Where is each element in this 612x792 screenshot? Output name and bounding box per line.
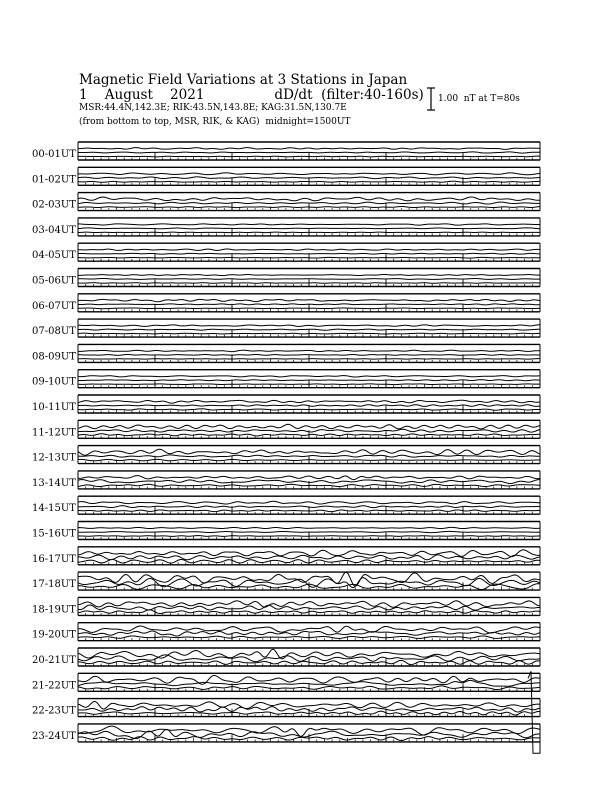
- trace-kag: [78, 501, 540, 504]
- hour-label: 16-17UT: [32, 553, 76, 565]
- hour-label: 05-06UT: [32, 275, 76, 287]
- trace-msr: [78, 156, 540, 157]
- hour-row: [32, 243, 540, 261]
- hour-label: 06-07UT: [32, 300, 76, 312]
- hour-label: 12-13UT: [32, 452, 76, 464]
- trace-kag: [78, 400, 540, 403]
- station-coordinates: MSR:44.4N,142.3E; RIK:43.5N,143.8E; KAG:31.5N,130.7E: [79, 103, 347, 113]
- hour-label: 21-22UT: [32, 680, 76, 692]
- hour-row: [32, 193, 540, 211]
- trace-kag: [78, 449, 540, 455]
- hour-label: 22-23UT: [32, 705, 76, 717]
- hour-row: [32, 648, 540, 666]
- quantity-label: dD/dt (filter:40-160s): [274, 87, 424, 103]
- hour-label: 18-19UT: [32, 604, 76, 616]
- trace-kag: [78, 249, 540, 250]
- trace-rik: [78, 405, 540, 407]
- date-label: 1 August 2021: [79, 87, 205, 103]
- hour-row: [32, 673, 540, 691]
- trace-rik: [78, 177, 540, 179]
- scale-label: 1.00 nT at T=80s: [438, 94, 520, 104]
- hour-row: [32, 370, 540, 388]
- hour-label: 00-01UT: [32, 149, 76, 160]
- hour-label: 07-08UT: [32, 326, 76, 338]
- trace-kag: [78, 476, 540, 480]
- trace-kag: [78, 601, 540, 607]
- trace-msr: [78, 359, 540, 360]
- trace-msr: [78, 333, 540, 334]
- trace-kag: [78, 224, 540, 225]
- hour-row: [32, 471, 540, 489]
- trace-rik: [78, 152, 540, 153]
- hour-row: [32, 496, 540, 514]
- trace-msr: [78, 409, 540, 410]
- hour-row: [32, 597, 540, 615]
- trace-kag: [78, 376, 540, 377]
- hour-row: [32, 395, 540, 413]
- trace-rik: [78, 253, 540, 254]
- hour-label: 01-02UT: [32, 174, 76, 186]
- hour-row: [32, 547, 540, 565]
- station-order-note: (from bottom to top, MSR, RIK, & KAG) midnight=1500UT: [79, 117, 351, 127]
- trace-msr: [78, 308, 540, 309]
- hour-row: [32, 623, 540, 641]
- trace-kag: [78, 424, 540, 429]
- hour-row: [32, 142, 540, 160]
- hour-label: 23-24UT: [32, 730, 76, 742]
- hour-label: 02-03UT: [32, 199, 76, 211]
- hour-row: [32, 699, 540, 717]
- hour-label: 20-21UT: [32, 655, 76, 666]
- trace-rik: [78, 228, 540, 229]
- hour-row: [32, 446, 540, 464]
- trace-kag: [78, 299, 540, 301]
- hour-row: [32, 269, 540, 287]
- trace-kag: [78, 274, 540, 275]
- scale-bar: [427, 88, 435, 110]
- hour-row: [32, 572, 540, 590]
- hour-label: 13-14UT: [32, 477, 76, 489]
- hour-row: [32, 319, 540, 337]
- trace-kag: [78, 197, 540, 201]
- hour-label: 15-16UT: [32, 528, 76, 540]
- trace-msr: [78, 257, 540, 258]
- trace-msr: [78, 283, 540, 284]
- hour-row: [32, 167, 540, 185]
- hour-row: [32, 218, 540, 236]
- trace-msr: [78, 384, 540, 385]
- trace-kag: [78, 527, 540, 528]
- hour-label: 04-05UT: [32, 250, 76, 262]
- hour-rows: [32, 142, 540, 753]
- hour-row: [32, 522, 540, 540]
- hour-label: 09-10UT: [32, 376, 76, 388]
- trace-kag: [78, 550, 540, 557]
- hour-label: 11-12UT: [32, 427, 76, 439]
- hour-row: [32, 344, 540, 362]
- trace-kag: [78, 325, 540, 327]
- trace-msr: [78, 181, 540, 182]
- hour-label: 03-04UT: [32, 224, 76, 236]
- trace-kag: [78, 148, 540, 150]
- chart-title: Magnetic Field Variations at 3 Stations in Japan: [79, 72, 408, 88]
- trace-rik: [78, 355, 540, 356]
- trace-kag: [78, 701, 540, 709]
- hour-label: 14-15UT: [32, 503, 76, 515]
- trace-rik: [78, 506, 540, 508]
- trace-msr: [78, 536, 540, 537]
- hour-label: 10-11UT: [32, 402, 76, 413]
- trace-msr: [78, 207, 540, 208]
- trace-kag: [78, 350, 540, 351]
- hour-label: 08-09UT: [32, 351, 76, 363]
- hour-row: [32, 724, 540, 742]
- hour-label: 17-18UT: [32, 579, 76, 591]
- hour-row: [32, 294, 540, 312]
- hour-label: 19-20UT: [32, 629, 76, 641]
- trace-kag: [78, 173, 540, 175]
- trace-msr: [78, 232, 540, 233]
- hour-row: [32, 420, 540, 438]
